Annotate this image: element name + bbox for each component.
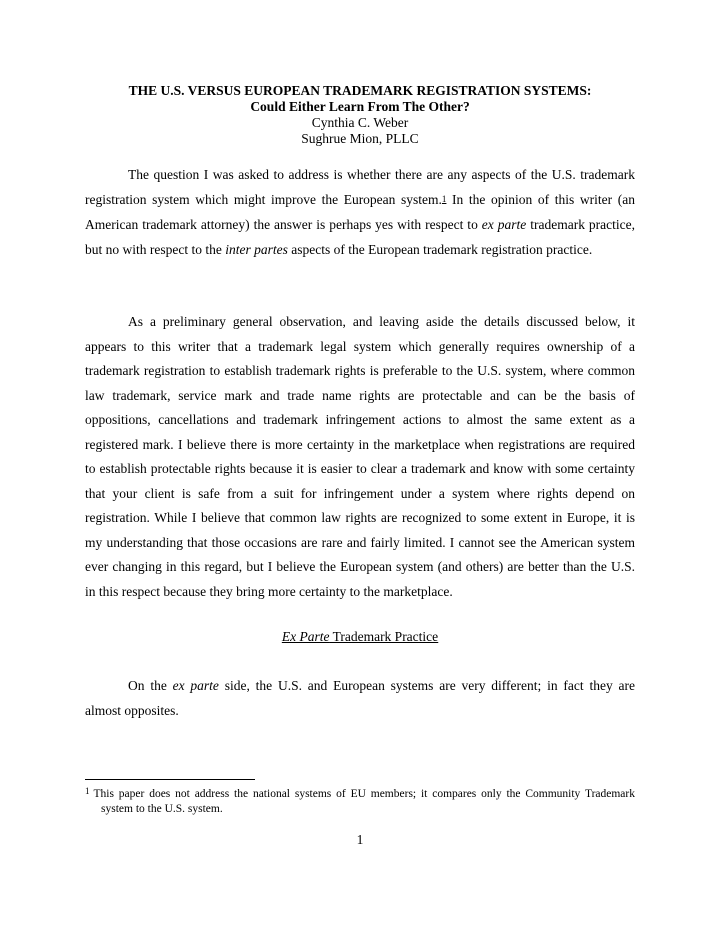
paragraph-observation [85, 310, 635, 604]
paragraph-text: On the [128, 678, 173, 693]
footnote-mark: 1 [85, 786, 90, 796]
footnote-divider [85, 779, 255, 780]
paragraph-text: As a preliminary general observation, and leaving aside the details discussed below, it appears to this writer that a trademark legal system which generally requires ownership of a trademark registration to establish trademark rights is preferable to the U.S. system, where common law trademark, service mark and trade name rights are protectable and can be the basis of oppositions, cancellations and trademark infringement actions to almost the same extent as a registered mark. I believe there is more certainty in the marketplace when registrations are required to establish protectable rights because it is easier to clear a trademark and know with some certainty that your client is safe from a suit for infringement under a system where rights depend on registration. While I believe that common law rights are recognized to some extent in Europe, it is my understanding that those occasions are rare and fairly limited. I cannot see the American system ever changing in this regard, but I believe the European system (and others) are better than the U.S. in this respect because they bring more certainty to the marketplace. [85, 314, 635, 599]
footnote-reference[interactable]: 1 [441, 193, 447, 204]
page-number: 1 [356, 832, 364, 847]
section-heading-text: Trademark Practice [329, 629, 439, 644]
paragraph-text: aspects of the European trademark registration practice. [287, 241, 593, 257]
document-subtitle: Could Either Learn From The Other? [250, 99, 470, 114]
italic-term: ex parte [172, 678, 219, 693]
document-title: THE U.S. VERSUS EUROPEAN TRADEMARK REGISTRATION SYSTEMS: [128, 83, 592, 98]
footnote [85, 787, 635, 816]
section-heading [0, 629, 720, 645]
document-header [0, 83, 720, 147]
paragraph-text: In the opinion of this writer (an American trademark attorney) the answer is perhaps yes with respect to [85, 191, 635, 232]
paragraph-ex-parte [85, 674, 635, 723]
paragraph-text: The question I was asked to address is whether there are any aspects of the U.S. trademark registration system which might improve the European system. [85, 167, 635, 207]
paragraph-text: trademark practice, but no with respect to the [85, 217, 636, 257]
paragraph-text: side, the U.S. and European systems are very different; in fact they are almost opposites. [85, 678, 635, 718]
italic-term: inter partes [225, 241, 288, 257]
author-firm: Sughrue Mion, PLLC [301, 131, 419, 146]
paragraph-intro [85, 163, 635, 262]
italic-term: ex parte [481, 217, 527, 232]
section-heading-italic: Ex Parte [281, 629, 330, 644]
author-name: Cynthia C. Weber [311, 115, 409, 130]
footnote-text: This paper does not address the national systems of EU members; it compares only the Community Trademark system to the U.S. system. [93, 788, 635, 815]
